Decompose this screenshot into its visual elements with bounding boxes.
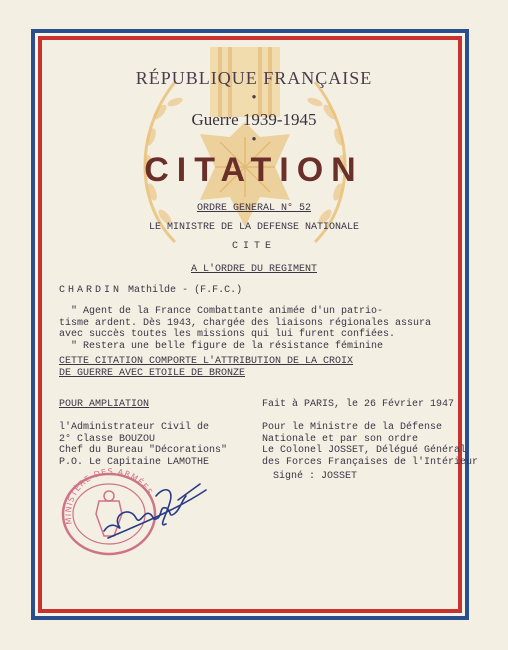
signatory-line: Chef du Bureau "Décorations" <box>59 445 228 456</box>
recipient-first-name: Mathilde <box>128 285 177 296</box>
separator-dot: ● <box>251 134 257 143</box>
signatory-line: Le Colonel JOSSET, Délégué Général <box>262 445 467 456</box>
signatory-line: l'Administrateur Civil de <box>59 422 210 433</box>
place-date: Fait à PARIS, le 26 Février 1947 <box>262 399 455 410</box>
citation-text <box>59 306 431 352</box>
citation-line: tisme ardent. Dès 1943, chargée des liaisons régionales assura <box>59 317 432 329</box>
order-number: ORDRE GENERAL N° 52 <box>196 203 312 214</box>
citation-line: " Restera une belle figure de la résistance féminine <box>59 340 384 352</box>
regiment-line: A L'ORDRE DU REGIMENT <box>190 264 318 275</box>
republic-heading: RÉPUBLIQUE FRANÇAISE <box>135 68 373 88</box>
minister-line: LE MINISTRE DE LA DEFENSE NATIONALE <box>148 222 360 233</box>
croix-line: DE GUERRE AVEC ETOILE DE BRONZE <box>59 367 246 379</box>
minister-signatory <box>262 422 478 468</box>
handwritten-signature <box>96 476 214 546</box>
separator-dot: ● <box>251 92 257 101</box>
citation-line: avec succès toutes les missions qui lui furent confiées. <box>59 329 396 340</box>
recipient-surname: CHARDIN <box>59 285 123 296</box>
recipient-name <box>59 285 242 297</box>
ampliation-signatory <box>59 422 227 468</box>
recipient-unit: - (F.F.C.) <box>182 285 243 296</box>
signatory-line: 2° Classe BOUZOU <box>59 433 156 445</box>
signatory-line: Nationale et par son ordre <box>262 433 419 445</box>
document-title: CITATION <box>144 151 364 189</box>
croix-line: CETTE CITATION COMPORTE L'ATTRIBUTION DE LA CROIX <box>59 356 354 367</box>
citation-line: " Agent de la France Combattante animée d'un patrio- <box>59 306 384 317</box>
stamp-text: MINISTÈRE DES ARMÉES <box>63 466 155 525</box>
war-period: Guerre 1939-1945 <box>191 110 317 129</box>
signatory-line: P.O. Le Capitaine LAMOTHE <box>59 456 210 468</box>
signatory-line: Pour le Ministre de la Défense <box>262 422 443 433</box>
signed-line: Signé : JOSSET <box>273 471 358 482</box>
croix-de-guerre-notice <box>59 356 353 379</box>
signatory-line: des Forces Françaises de l'Intérieur <box>262 456 479 468</box>
cite-line: CITE <box>231 241 276 252</box>
pour-ampliation: POUR AMPLIATION <box>59 399 150 410</box>
